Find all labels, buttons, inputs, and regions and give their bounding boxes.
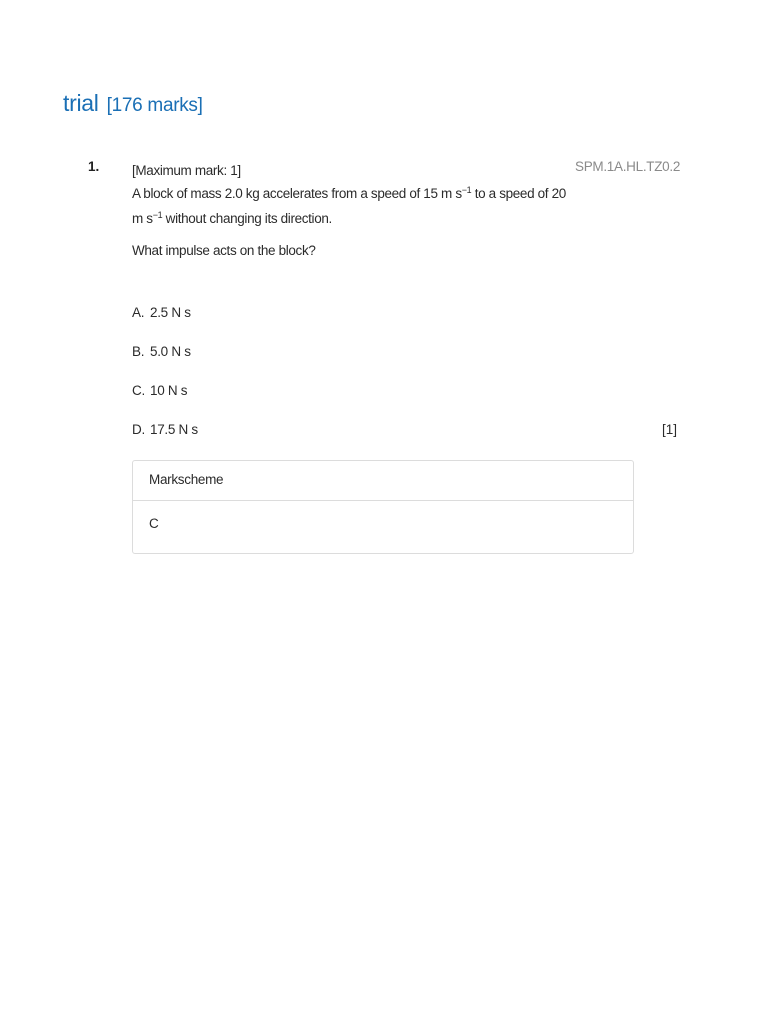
max-mark: [Maximum mark: 1]	[132, 163, 241, 178]
question-stem	[132, 182, 577, 232]
question-text	[132, 159, 577, 232]
question-prompt: What impulse acts on the block?	[132, 243, 316, 258]
question-marks: [1]	[662, 422, 678, 437]
total-marks: [176 marks]	[106, 95, 203, 116]
question-reference: SPM.1A.HL.TZ0.2	[575, 159, 681, 174]
option-b	[132, 344, 191, 359]
document-title	[63, 90, 203, 117]
option-text: 17.5 N s	[150, 422, 198, 437]
option-letter: A.	[132, 305, 145, 320]
markscheme-box	[132, 460, 634, 554]
title-text: trial	[63, 90, 99, 116]
option-letter: C.	[132, 383, 145, 398]
stem-part-1: A block of mass 2.0 kg accelerates from a speed of 15 m s	[132, 186, 462, 201]
question-number: 1.	[88, 159, 100, 174]
option-d	[132, 422, 198, 437]
option-a	[132, 305, 191, 320]
stem-sup-2: −1	[152, 210, 163, 220]
option-text: 2.5 N s	[150, 305, 191, 320]
markscheme-answer: C	[149, 516, 159, 531]
markscheme-heading: Markscheme	[133, 461, 633, 501]
option-text: 5.0 N s	[150, 344, 191, 359]
option-letter: D.	[132, 422, 145, 437]
option-letter: B.	[132, 344, 145, 359]
option-text: 10 N s	[150, 383, 188, 398]
stem-sup-1: −1	[461, 185, 472, 195]
stem-part-2: to a speed of 20 m s	[132, 186, 566, 226]
option-c	[132, 383, 187, 398]
stem-part-3: without changing its direction.	[162, 211, 332, 226]
